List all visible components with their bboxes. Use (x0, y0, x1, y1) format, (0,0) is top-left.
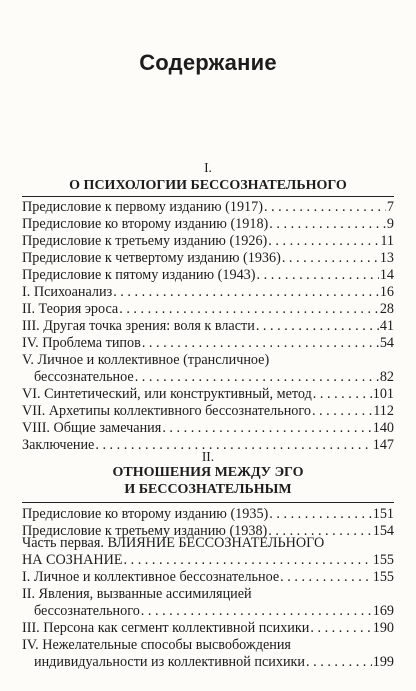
section-title-line: ОТНОШЕНИЯ МЕЖДУ ЭГО (112, 465, 304, 480)
toc-entry-label: Предисловие к первому изданию (1917) (22, 199, 263, 215)
toc-entry[interactable] (22, 233, 394, 250)
leader-dots (142, 335, 379, 352)
toc-entry-line (22, 552, 394, 569)
toc-entry-line (22, 637, 394, 654)
toc-entry[interactable] (22, 637, 394, 671)
toc-entry-line (22, 233, 394, 250)
toc-entry-label: I. Личное и коллективное бессознательное (22, 569, 280, 585)
page-number: 169 (372, 603, 394, 619)
toc-entry-label: Предисловие ко второму изданию (1935) (22, 506, 269, 522)
toc-entry-label: индивидуальности из коллективной психики (34, 654, 306, 670)
leader-dots (141, 603, 372, 620)
leader-dots (124, 552, 372, 569)
contents-heading: Содержание (139, 50, 277, 75)
page-number: 11 (380, 233, 394, 249)
leader-dots (113, 284, 379, 301)
toc-entry-line (22, 318, 394, 335)
toc-entry-label: V. Личное и коллективное (трансличное) (22, 352, 270, 368)
page-number: 9 (386, 216, 394, 232)
toc-entry-line (22, 386, 394, 403)
page-number: 155 (372, 569, 394, 585)
toc-entry-line (22, 620, 394, 637)
toc-entry-line (22, 335, 394, 352)
toc-entry-line (22, 250, 394, 267)
toc-entry[interactable] (22, 199, 394, 216)
toc-entry-line (22, 216, 394, 233)
section-number: I. (204, 160, 212, 175)
toc-entry-label: Заключение (22, 437, 95, 453)
toc-entry[interactable] (22, 267, 394, 284)
leader-dots (310, 620, 371, 637)
toc-entry-label: Предисловие к третьему изданию (1938) (22, 523, 268, 539)
page-number: 112 (373, 403, 394, 419)
toc-entry[interactable] (22, 620, 394, 637)
toc-entry-label: VI. Синтетический, или конструктивный, метод (22, 386, 312, 402)
toc-entry-line (22, 352, 394, 369)
toc-entry[interactable] (22, 569, 394, 586)
toc-entry-line (22, 301, 394, 318)
leader-dots (269, 216, 386, 233)
section-number: II. (201, 449, 215, 464)
toc-entry-label: I. Психоанализ (22, 284, 113, 300)
toc-entry[interactable] (22, 335, 394, 352)
section-title-line: О ПСИХОЛОГИИ БЕССОЗНАТЕЛЬНОГО (69, 178, 347, 193)
toc-entry-label: II. Теория эроса (22, 301, 119, 317)
leader-dots (313, 386, 372, 403)
toc-entry-line (22, 569, 394, 586)
leader-dots (282, 250, 379, 267)
toc-entry-label: бессознательного (34, 603, 140, 619)
section-title (0, 464, 416, 498)
toc-entry-label: Предисловие ко второму изданию (1918) (22, 216, 269, 232)
page-number: 190 (372, 620, 394, 636)
toc-entry-line (22, 267, 394, 284)
toc-entry[interactable] (22, 250, 394, 267)
toc-entry-label: Предисловие к пятому изданию (1943) (22, 267, 256, 283)
toc-entry-line (22, 654, 394, 671)
toc-entry-label: IV. Проблема типов (22, 335, 141, 351)
section-title (0, 177, 416, 194)
toc-entry-label: II. Явления, вызванные ассимиляцией (22, 586, 252, 602)
page-number: 155 (372, 552, 394, 568)
toc-entry-label: Предисловие к третьему изданию (1926) (22, 233, 268, 249)
leader-dots (269, 506, 371, 523)
page-number: 28 (379, 301, 394, 317)
toc-entry-line (22, 403, 394, 420)
toc-entry-label: НА СОЗНАНИЕ (22, 552, 123, 568)
toc-entry[interactable] (22, 284, 394, 301)
toc-entry-label: VII. Архетипы коллективного бессознательного (22, 403, 311, 419)
toc-entry-line (22, 506, 394, 523)
toc-entry-label: III. Другая точка зрения: воля к власти (22, 318, 255, 334)
page-number: 13 (379, 250, 394, 266)
toc-entry-line (22, 420, 394, 437)
page-number: 41 (379, 318, 394, 334)
leader-dots (135, 369, 379, 386)
page-number: 151 (372, 506, 394, 522)
leader-dots (312, 403, 372, 420)
section-rule (22, 502, 394, 503)
page-number: 154 (372, 523, 394, 539)
toc-entry-line (22, 369, 394, 386)
page-number: 54 (379, 335, 394, 351)
toc-entry[interactable] (22, 586, 394, 620)
toc-entry-label: бессознательное (34, 369, 134, 385)
leader-dots (256, 318, 379, 335)
section-rule (22, 196, 394, 197)
toc-entry-line (22, 284, 394, 301)
toc-entry-line (22, 535, 394, 552)
page-number: 16 (379, 284, 394, 300)
toc-entry-line (22, 586, 394, 603)
toc-entry-label: Предисловие к четвертому изданию (1936) (22, 250, 281, 266)
leader-dots (264, 199, 386, 216)
leader-dots (119, 301, 379, 318)
toc-entry-line (22, 603, 394, 620)
page-number: 101 (372, 386, 394, 402)
toc-entry-label: IV. Нежелательные способы высвобождения (22, 637, 291, 653)
page-number: 140 (372, 420, 394, 436)
toc-entry[interactable] (22, 216, 394, 233)
leader-dots (280, 569, 372, 586)
toc-entry[interactable] (22, 420, 394, 437)
page-number: 14 (379, 267, 394, 283)
toc-entry-label: VIII. Общие замечания (22, 420, 162, 436)
toc-entry[interactable] (22, 352, 394, 386)
toc-entry[interactable] (22, 535, 394, 569)
page-number: 82 (379, 369, 394, 385)
toc-entry-label: III. Персона как сегмент коллективной психики (22, 620, 310, 636)
toc-entry[interactable] (22, 506, 394, 523)
leader-dots (257, 267, 379, 284)
leader-dots (306, 654, 372, 671)
toc-entry[interactable] (22, 301, 394, 318)
page-number: 199 (372, 654, 394, 670)
toc-entry-line (22, 199, 394, 216)
leader-dots (162, 420, 371, 437)
leader-dots (268, 233, 379, 250)
page-number: 147 (372, 437, 394, 453)
toc-entry[interactable] (22, 318, 394, 335)
toc-entry[interactable] (22, 403, 394, 420)
toc-entry[interactable] (22, 386, 394, 403)
section-title-line: И БЕССОЗНАТЕЛЬНЫМ (124, 482, 292, 497)
toc-entry-label: Часть первая. ВЛИЯНИЕ БЕССОЗНАТЕЛЬНОГО (22, 535, 325, 551)
page-number: 7 (386, 199, 394, 215)
